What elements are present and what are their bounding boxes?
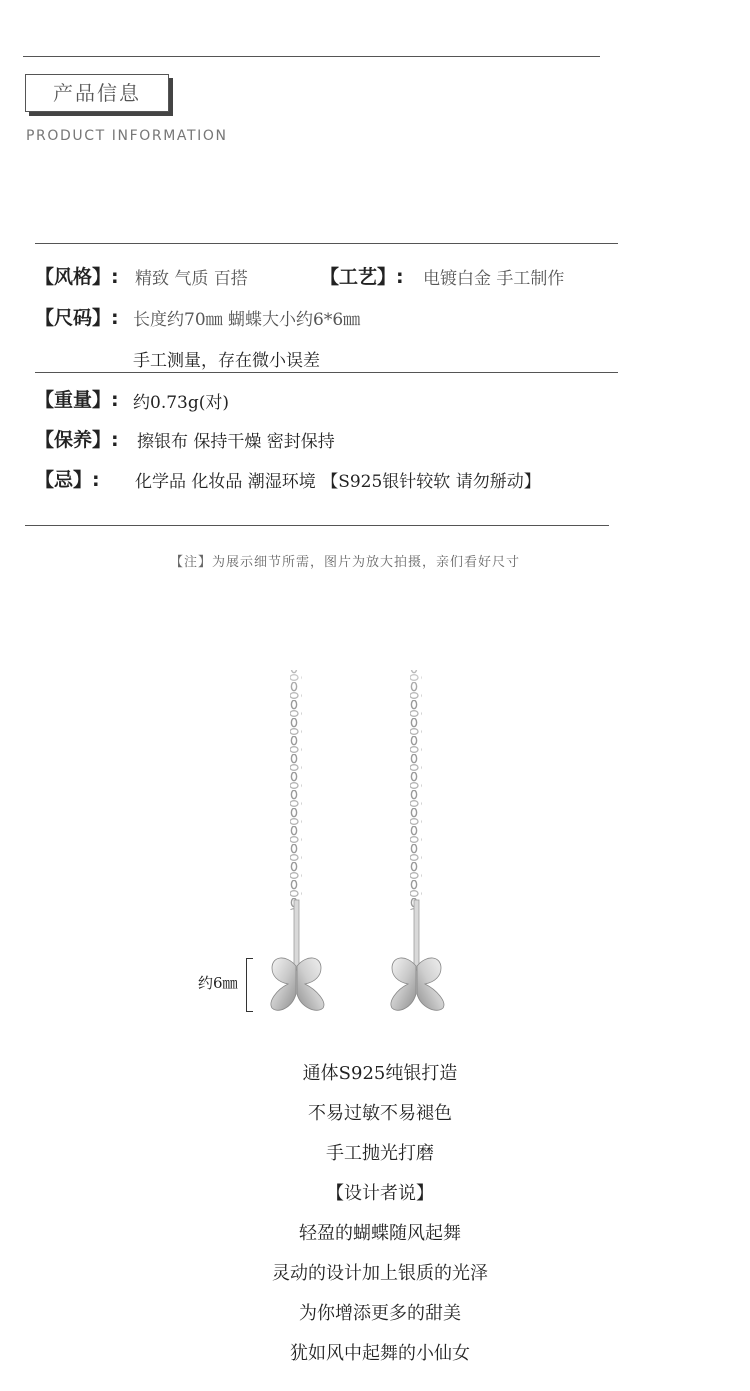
right-pin <box>414 900 419 970</box>
spec-craft-label: 【工艺】: <box>320 266 404 288</box>
spec-style-label: 【风格】: <box>35 266 119 288</box>
section-title: 产品信息 <box>25 74 169 112</box>
spec-size-note: 手工测量，存在微小误差 <box>133 351 320 371</box>
description-line: 为你增添更多的甜美 <box>299 1303 461 1324</box>
description-line: 通体S925纯银打造 <box>302 1063 458 1084</box>
spec-avoid-value: 化学品 化妆品 潮湿环境 【S925银针较软 请勿掰动】 <box>135 472 541 492</box>
description-line: 轻盈的蝴蝶随风起舞 <box>299 1223 461 1244</box>
spec-weight-value: 约0.73g(对) <box>133 393 229 413</box>
spec-divider-bottom <box>25 525 609 526</box>
earrings-illustration <box>0 610 750 1030</box>
left-earring <box>271 670 324 1010</box>
right-earring <box>391 670 444 1010</box>
description-line: 手工抛光打磨 <box>326 1143 434 1164</box>
top-divider <box>23 56 600 57</box>
section-subtitle: PRODUCT INFORMATION <box>26 128 228 144</box>
right-butterfly <box>391 958 444 1010</box>
spec-avoid-label: 【忌】: <box>35 469 100 491</box>
description-line: 犹如风中起舞的小仙女 <box>290 1343 470 1364</box>
right-chain <box>410 670 422 910</box>
spec-care-value: 擦银布 保持干燥 密封保持 <box>137 432 335 452</box>
size-measure-label: 约6㎜ <box>198 974 238 992</box>
size-measure-bracket <box>246 958 253 1012</box>
designer-note-heading: 【设计者说】 <box>326 1183 434 1204</box>
spec-craft-value: 电镀白金 手工制作 <box>423 269 565 289</box>
size-note: 【注】为展示细节所需，图片为放大拍摄，亲们看好尺寸 <box>169 555 520 570</box>
left-butterfly <box>271 958 324 1010</box>
left-pin <box>294 900 299 970</box>
spec-care-label: 【保养】: <box>35 429 119 451</box>
spec-divider-top <box>35 243 618 244</box>
spec-divider-middle <box>35 372 618 373</box>
left-chain <box>290 670 302 910</box>
description-line: 灵动的设计加上银质的光泽 <box>272 1263 488 1284</box>
description-line: 不易过敏不易褪色 <box>308 1103 452 1124</box>
spec-size-value: 长度约70㎜ 蝴蝶大小约6*6㎜ <box>133 310 361 330</box>
spec-weight-label: 【重量】: <box>35 389 119 411</box>
spec-size-label: 【尺码】: <box>35 307 119 329</box>
spec-style-value: 精致 气质 百搭 <box>135 269 248 289</box>
